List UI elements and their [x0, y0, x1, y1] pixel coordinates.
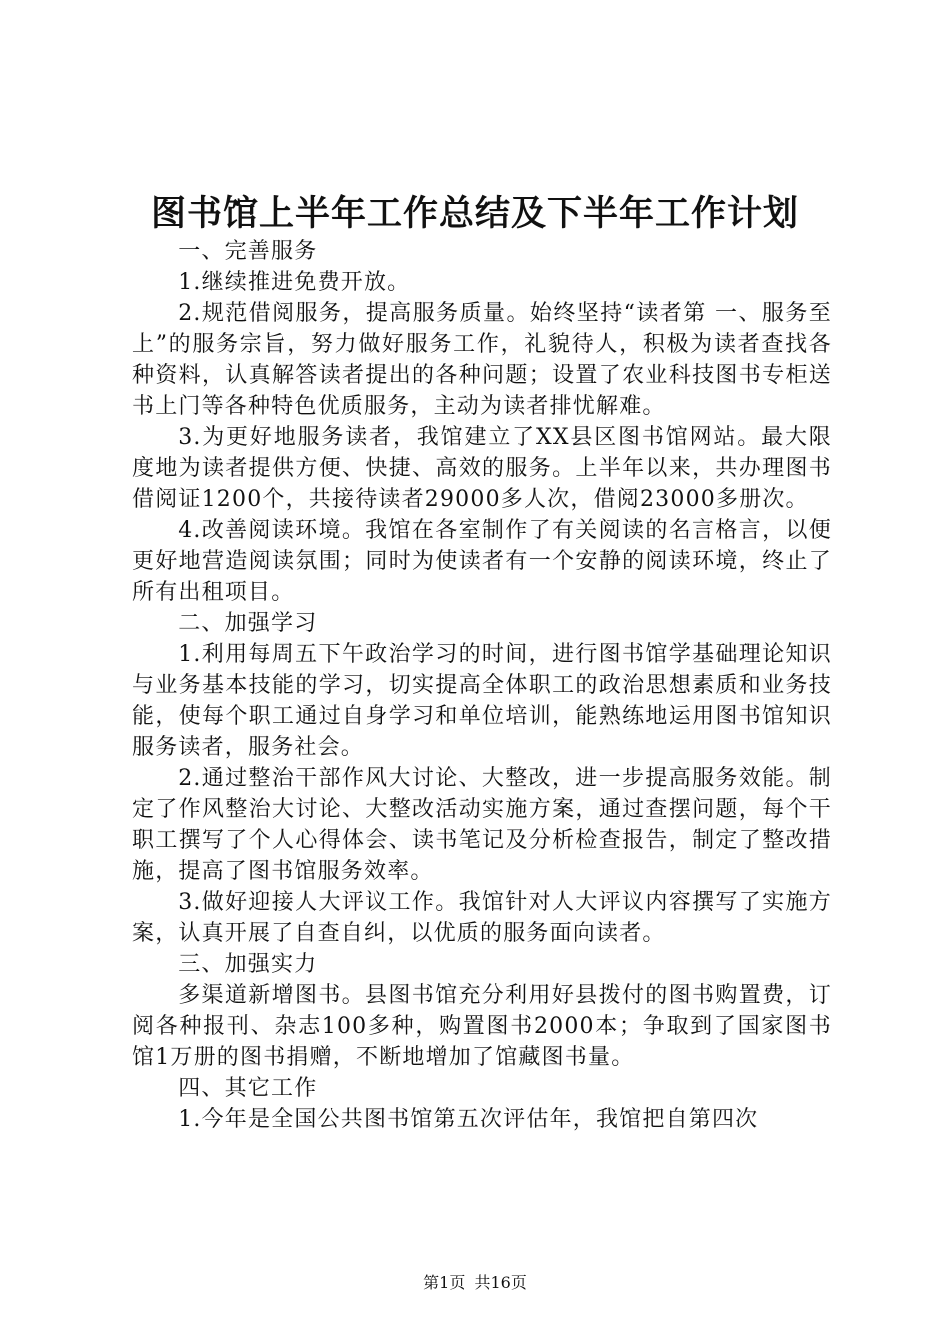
- document-title: 图书馆上半年工作总结及下半年工作计划: [150, 193, 799, 234]
- paragraph: 3.为更好地服务读者，我馆建立了XX县区图书馆网站。最大限度地为读者提供方便、快捷、高效的服务。上半年以来，共办理图书借阅证1200个，共接待读者29000多人次，借阅23000多册次。: [132, 425, 832, 512]
- page-number: 第1页: [423, 1273, 466, 1292]
- section-heading-3: 三、加强实力: [178, 952, 318, 977]
- paragraph: 2.规范借阅服务，提高服务质量。始终坚持“读者第 一、服务至上”的服务宗旨，努力做好服务工作，礼貌待人，积极为读者查找各种资料，认真解答读者提出的各种问题；设置了农业科技图书专柜送书上门等各种特色优质服务，主动为读者排忧解难。: [132, 301, 832, 419]
- document-body: [132, 236, 832, 1135]
- paragraph: 2.通过整治干部作风大讨论、大整改，进一步提高服务效能。制定了作风整治大讨论、大整改活动实施方案，通过查摆问题，每个干职工撰写了个人心得体会、读书笔记及分析检查报告，制定了整改措施，提高了图书馆服务效率。: [132, 766, 832, 884]
- paragraph: 1.利用每周五下午政治学习的时间，进行图书馆学基础理论知识与业务基本技能的学习，切实提高全体职工的政治思想素质和业务技能，使每个职工通过自身学习和单位培训，能熟练地运用图书馆知识服务读者，服务社会。: [132, 642, 832, 760]
- paragraph: 1.今年是全国公共图书馆第五次评估年，我馆把自第四次: [178, 1107, 759, 1132]
- paragraph: 3.做好迎接人大评议工作。我馆针对人大评议内容撰写了实施方案，认真开展了自查自纠，以优质的服务面向读者。: [132, 890, 832, 946]
- page-footer: [0, 1270, 950, 1293]
- paragraph: 1.继续推进免费开放。: [178, 270, 411, 295]
- page-total: 共16页: [474, 1273, 527, 1292]
- section-heading-1: 一、完善服务: [178, 239, 318, 264]
- paragraph: 多渠道新增图书。县图书馆充分利用好县拨付的图书购置费，订阅各种报刊、杂志100多种，购置图书2000本；争取到了国家图书馆1万册的图书捐赠，不断地增加了馆藏图书量。: [132, 983, 832, 1070]
- paragraph: 4.改善阅读环境。我馆在各室制作了有关阅读的名言格言，以便更好地营造阅读氛围；同时为使读者有一个安静的阅读环境，终止了所有出租项目。: [132, 518, 832, 605]
- section-heading-4: 四、其它工作: [178, 1076, 318, 1101]
- section-heading-2: 二、加强学习: [178, 611, 318, 636]
